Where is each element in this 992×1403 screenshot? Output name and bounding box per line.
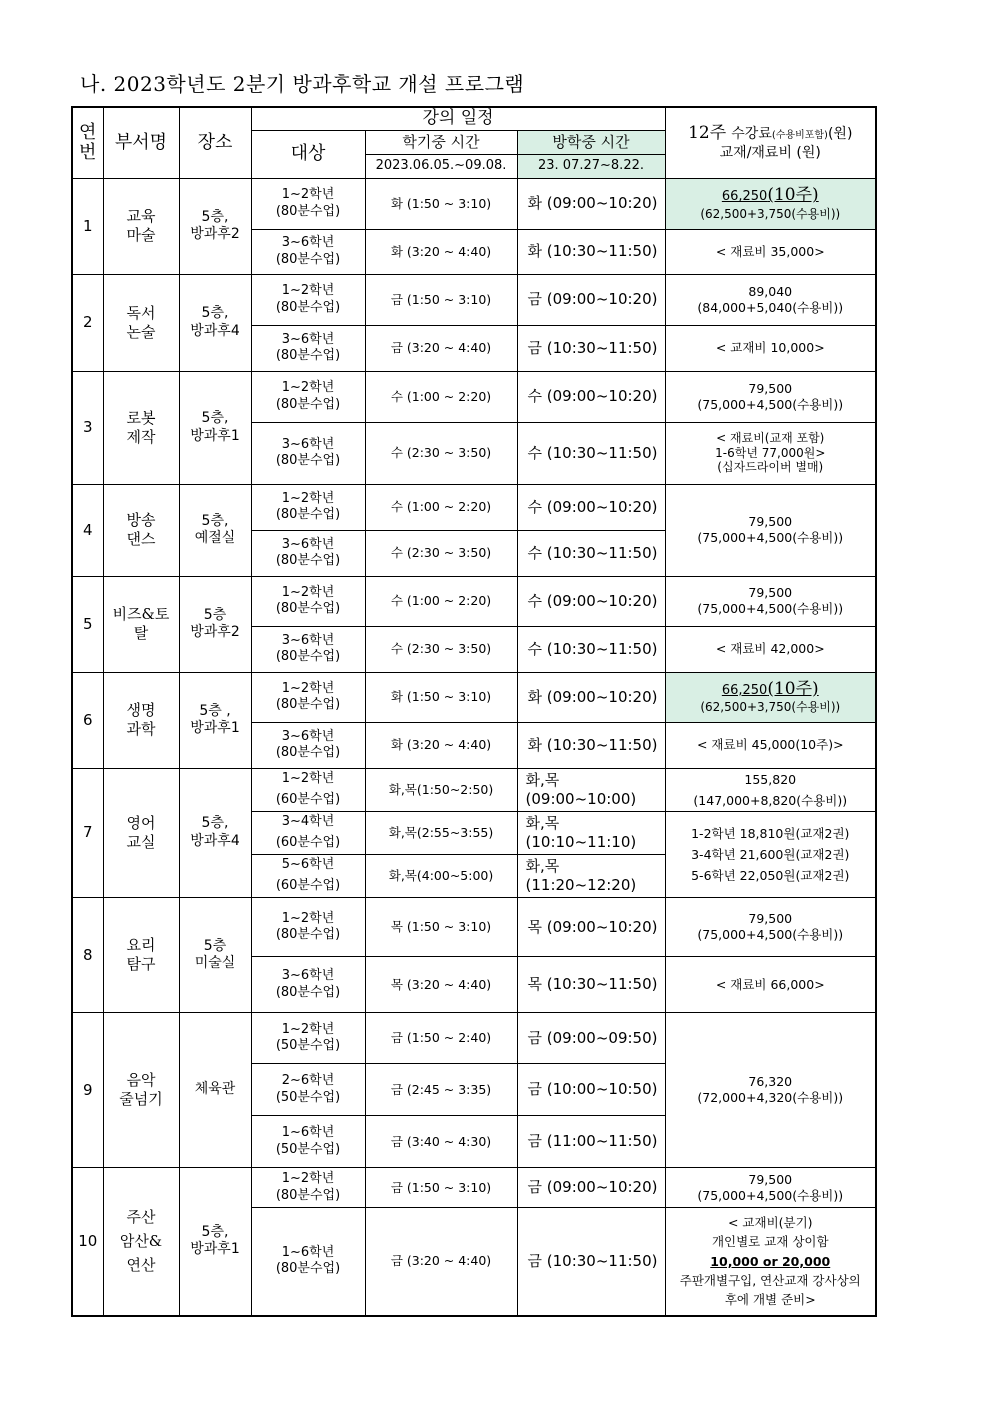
vacation-time: 수 (10:30~11:50)	[517, 530, 665, 576]
header-fee-unit: (원)	[827, 126, 853, 143]
header-vacation: 방학중 시간	[517, 130, 665, 154]
table-row	[72, 672, 876, 722]
row-num: 10	[72, 1168, 103, 1316]
row-num: 7	[72, 768, 103, 898]
semester-time: 화 (3:20 ~ 4:40)	[365, 229, 517, 274]
row-num: 3	[72, 371, 103, 484]
target-cell: 2~6학년 (50분수업)	[251, 1064, 365, 1116]
header-fee-label: 수강료	[731, 126, 772, 143]
semester-time: 수 (2:30 ~ 3:50)	[365, 422, 517, 484]
fee-cell	[665, 178, 876, 229]
semester-time: 수 (1:00 ~ 2:20)	[365, 484, 517, 530]
vacation-time: 금 (09:00~10:20)	[517, 1168, 665, 1208]
fee-cell: < 재료비 45,000(10주)>	[665, 722, 876, 768]
table-row	[72, 1168, 876, 1208]
target-cell: 1~2학년 (80분수업)	[251, 1168, 365, 1208]
semester-time: 화,목(1:50~2:50)	[365, 768, 517, 812]
program-table	[71, 106, 877, 1317]
program-place: 5층, 방과후4	[179, 768, 251, 898]
fee-cell: 79,500 (75,000+4,500(수용비))	[665, 898, 876, 957]
vacation-time: 금 (10:30~11:50)	[517, 325, 665, 371]
vacation-time: 금 (11:00~11:50)	[517, 1116, 665, 1168]
fee-cell: 79,500 (75,000+4,500(수용비))	[665, 371, 876, 422]
fee-cell: 89,040 (84,000+5,040(수용비))	[665, 274, 876, 325]
program-name: 주산 암산& 연산	[103, 1168, 179, 1316]
header-semester-dates: 2023.06.05.~09.08.	[365, 154, 517, 178]
program-name: 교육 마술	[103, 178, 179, 274]
target-cell: 3~6학년 (80분수업)	[251, 422, 365, 484]
semester-time: 화 (1:50 ~ 3:10)	[365, 672, 517, 722]
fee-cell: < 재료비 42,000>	[665, 626, 876, 672]
program-place: 5층, 방과후1	[179, 1168, 251, 1316]
row-num: 4	[72, 484, 103, 576]
row-num: 6	[72, 672, 103, 768]
fee-note: 주판개별구입, 연산교재 강사상의 후에 개별 준비>	[679, 1272, 861, 1308]
vacation-time: 수 (09:00~10:20)	[517, 576, 665, 626]
program-place: 5층, 방과후2	[179, 178, 251, 274]
program-place: 5층 미술실	[179, 898, 251, 1013]
table-row	[72, 768, 876, 812]
fee-cell	[665, 1208, 876, 1316]
target-cell: 1~2학년 (80분수업)	[251, 274, 365, 325]
row-num: 8	[72, 898, 103, 1013]
target-cell: 1~2학년 (80분수업)	[251, 576, 365, 626]
fee-cell: 79,500 (75,000+4,500(수용비))	[665, 484, 876, 576]
program-name: 방송 댄스	[103, 484, 179, 576]
fee-weeks: (10주)	[767, 678, 819, 699]
vacation-time: 수 (10:30~11:50)	[517, 626, 665, 672]
target-cell: 1~2학년 (80분수업)	[251, 178, 365, 229]
program-place: 5층 방과후2	[179, 576, 251, 672]
header-semester: 학기중 시간	[365, 130, 517, 154]
semester-time: 금 (2:45 ~ 3:35)	[365, 1064, 517, 1116]
target-cell: 3~6학년 (80분수업)	[251, 325, 365, 371]
target-cell: 1~6학년 (80분수업)	[251, 1208, 365, 1316]
semester-time: 목 (1:50 ~ 3:10)	[365, 898, 517, 957]
program-name: 독서 논술	[103, 274, 179, 371]
fee-cell: 79,500 (75,000+4,500(수용비))	[665, 1168, 876, 1208]
vacation-time: 금 (09:00~10:20)	[517, 274, 665, 325]
vacation-time: 화 (09:00~10:20)	[517, 178, 665, 229]
semester-time: 목 (3:20 ~ 4:40)	[365, 957, 517, 1013]
vacation-time: 목 (10:30~11:50)	[517, 957, 665, 1013]
fee-cell	[665, 672, 876, 722]
program-name: 영어 교실	[103, 768, 179, 898]
semester-time: 금 (1:50 ~ 3:10)	[365, 274, 517, 325]
table-row	[72, 898, 876, 957]
semester-time: 화 (3:20 ~ 4:40)	[365, 722, 517, 768]
semester-time: 수 (2:30 ~ 3:50)	[365, 530, 517, 576]
header-num: 연 번	[72, 107, 103, 178]
semester-time: 수 (1:00 ~ 2:20)	[365, 371, 517, 422]
fee-amount: 66,250	[721, 682, 768, 698]
vacation-time: 수 (09:00~10:20)	[517, 371, 665, 422]
fee-breakdown: (62,500+3,750(수용비))	[700, 206, 841, 221]
target-cell: 3~6학년 (80분수업)	[251, 530, 365, 576]
vacation-time: 화,목 (10:10~11:10)	[517, 812, 665, 855]
vacation-time: 화 (10:30~11:50)	[517, 229, 665, 274]
semester-time: 화,목(2:55~3:55)	[365, 812, 517, 855]
fee-cell: < 재료비 66,000>	[665, 957, 876, 1013]
program-place: 5층, 방과후1	[179, 371, 251, 484]
vacation-time: 금 (09:00~09:50)	[517, 1013, 665, 1064]
target-cell: 3~4학년 (60분수업)	[251, 812, 365, 855]
header-fee	[665, 107, 876, 178]
program-place: 5층, 예절실	[179, 484, 251, 576]
header-schedule: 강의 일정	[251, 107, 665, 130]
table-row	[72, 1013, 876, 1064]
fee-weeks: (10주)	[767, 185, 819, 206]
semester-time: 금 (1:50 ~ 3:10)	[365, 1168, 517, 1208]
semester-time: 금 (1:50 ~ 2:40)	[365, 1013, 517, 1064]
fee-amount: 66,250	[721, 189, 768, 205]
header-place: 장소	[179, 107, 251, 178]
target-cell: 1~6학년 (50분수업)	[251, 1116, 365, 1168]
program-name: 음악 줄넘기	[103, 1013, 179, 1168]
target-cell: 1~2학년 (80분수업)	[251, 672, 365, 722]
header-fee-materials: 교재/재료비 (원)	[719, 144, 821, 161]
header-vacation-dates: 23. 07.27~8.22.	[517, 154, 665, 178]
table-row	[72, 274, 876, 325]
target-cell: 1~2학년 (80분수업)	[251, 371, 365, 422]
program-name: 로봇 제작	[103, 371, 179, 484]
vacation-time: 수 (10:30~11:50)	[517, 422, 665, 484]
semester-time: 화,목(4:00~5:00)	[365, 855, 517, 898]
target-cell: 3~6학년 (80분수업)	[251, 957, 365, 1013]
target-cell: 3~6학년 (80분수업)	[251, 229, 365, 274]
fee-cell: 76,320 (72,000+4,320(수용비))	[665, 1013, 876, 1168]
semester-time: 수 (2:30 ~ 3:50)	[365, 626, 517, 672]
vacation-time: 화 (10:30~11:50)	[517, 722, 665, 768]
semester-time: 금 (3:40 ~ 4:30)	[365, 1116, 517, 1168]
fee-cell: < 교재비 10,000>	[665, 325, 876, 371]
vacation-time: 목 (09:00~10:20)	[517, 898, 665, 957]
target-cell: 1~2학년 (60분수업)	[251, 768, 365, 812]
fee-cell: 1-2학년 18,810원(교재2권) 3-4학년 21,600원(교재2권) 5-6학년 22,050원(교재2권)	[665, 812, 876, 898]
target-cell: 5~6학년 (60분수업)	[251, 855, 365, 898]
fee-note: < 교재비(분기) 개인별로 교재 상이함	[711, 1214, 829, 1250]
semester-time: 금 (3:20 ~ 4:40)	[365, 325, 517, 371]
program-name: 생명 과학	[103, 672, 179, 768]
target-cell: 1~2학년 (80분수업)	[251, 898, 365, 957]
semester-time: 금 (3:20 ~ 4:40)	[365, 1208, 517, 1316]
vacation-time: 화,목 (09:00~10:00)	[517, 768, 665, 812]
fee-cell: < 재료비(교재 포함) 1-6학년 77,000원> (십자드라이버 별매)	[665, 422, 876, 484]
target-cell: 1~2학년 (80분수업)	[251, 484, 365, 530]
table-row	[72, 484, 876, 530]
fee-breakdown: (62,500+3,750(수용비))	[700, 700, 841, 715]
vacation-time: 수 (09:00~10:20)	[517, 484, 665, 530]
header-target: 대상	[251, 130, 365, 178]
fee-cell: 79,500 (75,000+4,500(수용비))	[665, 576, 876, 626]
fee-cell: 155,820 (147,000+8,820(수용비))	[665, 768, 876, 812]
table-row	[72, 178, 876, 229]
vacation-time: 금 (10:30~11:50)	[517, 1208, 665, 1316]
program-place: 5층, 방과후4	[179, 274, 251, 371]
program-name: 비즈&토 탈	[103, 576, 179, 672]
page-title: 나. 2023학년도 2분기 방과후학교 개설 프로그램	[80, 72, 525, 96]
row-num: 9	[72, 1013, 103, 1168]
table-row	[72, 371, 876, 422]
program-place: 체육관	[179, 1013, 251, 1168]
fee-cell: < 재료비 35,000>	[665, 229, 876, 274]
semester-time: 수 (1:00 ~ 2:20)	[365, 576, 517, 626]
row-num: 2	[72, 274, 103, 371]
target-cell: 3~6학년 (80분수업)	[251, 626, 365, 672]
target-cell: 1~2학년 (50분수업)	[251, 1013, 365, 1064]
row-num: 5	[72, 576, 103, 672]
vacation-time: 화,목 (11:20~12:20)	[517, 855, 665, 898]
fee-amount: 10,000 or 20,000	[710, 1253, 831, 1269]
vacation-time: 화 (09:00~10:20)	[517, 672, 665, 722]
vacation-time: 금 (10:00~10:50)	[517, 1064, 665, 1116]
row-num: 1	[72, 178, 103, 274]
target-cell: 3~6학년 (80분수업)	[251, 722, 365, 768]
semester-time: 화 (1:50 ~ 3:10)	[365, 178, 517, 229]
table-row	[72, 576, 876, 626]
header-dept: 부서명	[103, 107, 179, 178]
program-place: 5층 , 방과후1	[179, 672, 251, 768]
header-fee-note: (수용비포함)	[771, 130, 828, 142]
program-name: 요리 탐구	[103, 898, 179, 1013]
header-fee-weeks: 12주	[688, 123, 727, 144]
